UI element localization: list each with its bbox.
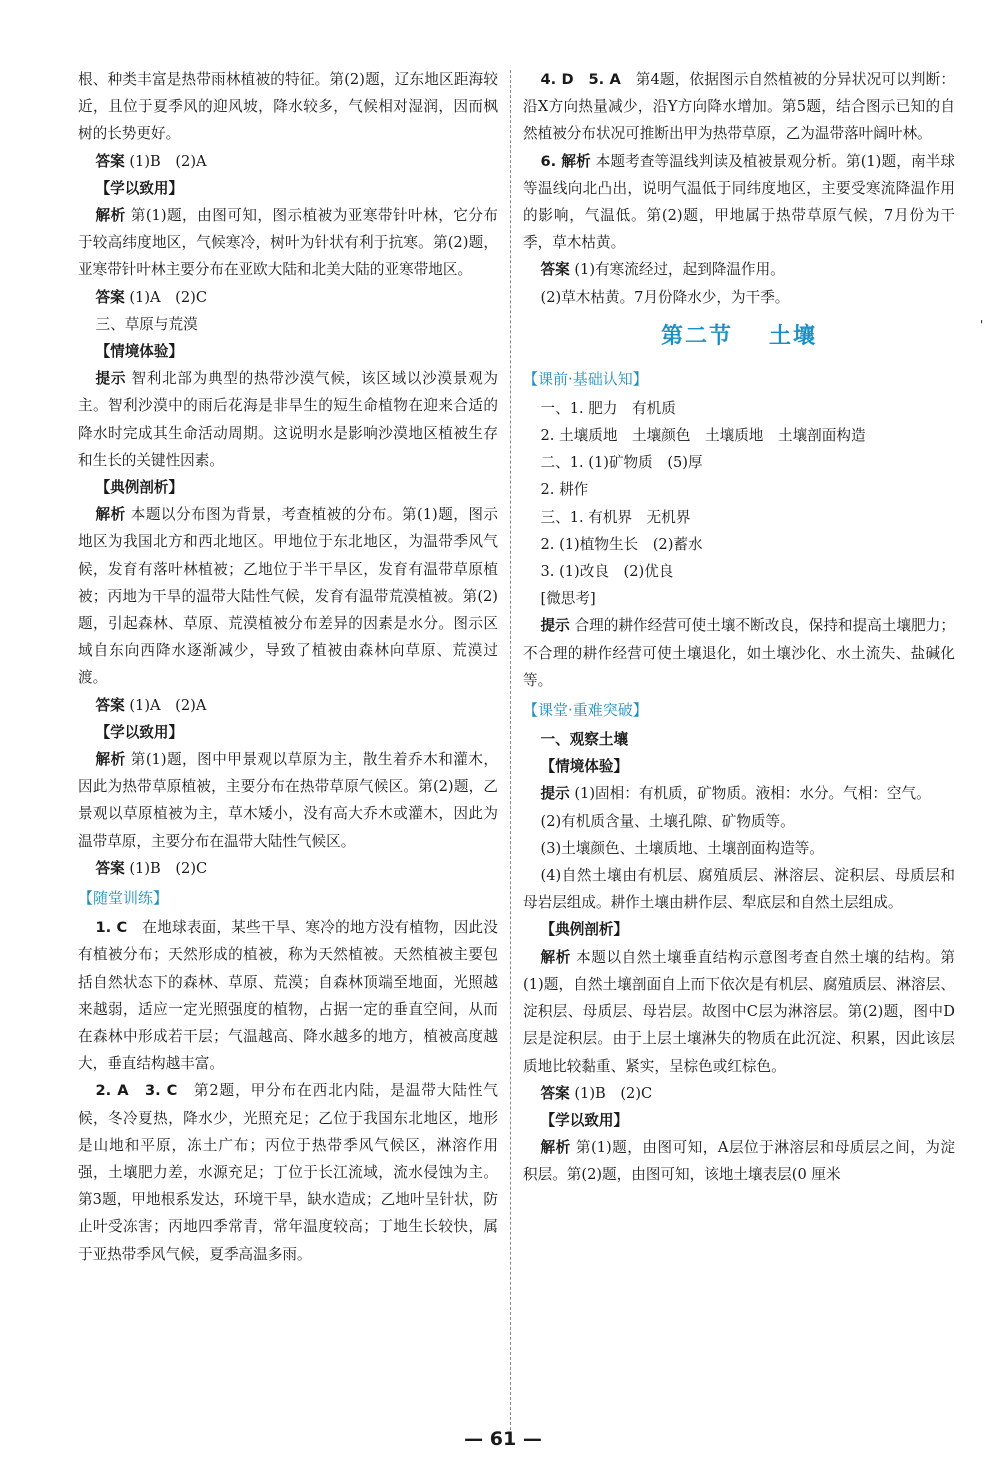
section-heading: 【情境体验】	[540, 758, 629, 776]
left-column	[78, 66, 498, 1268]
paragraph	[523, 148, 955, 257]
hint-text: (1)固相：有机质，矿物质。液相：水分。气相：空气。	[574, 785, 931, 803]
paragraph	[523, 1134, 955, 1188]
paragraph	[523, 612, 955, 694]
answer-text: (1)A (2)A	[129, 696, 207, 714]
explanation-text: 在地球表面，某些干旱、寒冷的地方没有植物，因此没有植被分布；天然形成的植被，称为天然植被。天然植被主要包括自然状态下的森林、草原、荒漠；自森林顶端至地面，光照越来越弱，适应一定光照强度的植物，占据一定的垂直空间，从而在森林中形成若干层；气温越高、降水越多的地方，植被高度越大，垂直结构越丰富。	[78, 919, 498, 1073]
answer-text: (1)B (2)A	[129, 152, 207, 170]
answer-line	[78, 855, 498, 882]
answer-text: (1)B (2)C	[574, 1084, 653, 1102]
analysis-text: 第(1)题，由图可知，图示植被为亚寒带针叶林，它分布于较高纬度地区，气候寒冷，树叶为针状有利于抗寒。第(2)题，亚寒带针叶林主要分布在亚欧大陆和北美大陆的亚寒带地区。	[78, 207, 498, 279]
chapter-name: 土壤	[769, 323, 818, 349]
paragraph	[78, 1077, 498, 1267]
paragraph	[78, 746, 498, 855]
answer-text: (1)有寒流经过，起到降温作用。	[574, 261, 785, 279]
subsection-title: 三、草原与荒漠	[95, 315, 198, 333]
answer-line	[78, 692, 498, 719]
analysis-label: 解析	[95, 207, 126, 225]
section-banner-preclass: 【课前·基础认知】	[523, 369, 648, 388]
analysis-text: 第(1)题，由图可知，A层位于淋溶层和母质层之间，为淀积层。第(2)题，由图可知，该地土壤表层(0 厘米	[523, 1139, 955, 1184]
list-item: 2. 耕作	[540, 481, 589, 499]
analysis-text: 本题以分布图为背景，考查植被的分布。第(1)题，图示地区为我国北方和西北地区。甲地位于东北地区，为温带季风气候，发育有落叶林植被；乙地位于半干旱区，发育有温带草原植被；丙地为干旱的温带大陆性气候，发育有温带荒漠植被。第(2)题，引起森林、草原、荒漠植被分布差异的因素是水分。图示区域自东向西降水逐渐减少，导致了植被由森林向草原、荒漠过渡。	[78, 506, 498, 687]
paragraph	[523, 66, 955, 148]
chapter-number: 第二节	[660, 323, 733, 349]
hint-label: 提示	[540, 785, 570, 803]
question-label: 4. D 5. A	[540, 71, 621, 88]
analysis-label: 解析	[95, 751, 126, 769]
analysis-text: 本题以自然土壤垂直结构示意图考查自然土壤的结构。第(1)题，自然土壤剖面自上而下依次是有机层、腐殖质层、淋溶层、淀积层、母质层、母岩层。故图中C层为淋溶层。第(2)题，图中D层是淀积层。由于上层土壤淋失的物质在此沉淀、积累，因此该层质地比较黏重、紧实，呈棕色或红棕色。	[523, 948, 955, 1075]
page-number: — 61 —	[464, 1428, 542, 1450]
answer-text: (1)A (2)C	[129, 288, 208, 306]
explanation-text: 第4题，依据图示自然植被的分异状况可以判断：沿X方向热量减少，沿Y方向降水增加。第5题，结合图示已知的自然植被分布状况可推断出甲为热带草原，乙为温带落叶阔叶林。	[523, 71, 955, 143]
question-label: 1. C	[95, 919, 128, 937]
list-item: (3)土壤颜色、土壤质地、土壤剖面构造等。	[540, 839, 824, 857]
list-item: 2. 土壤质地 土壤颜色 土壤质地 土壤剖面构造	[540, 427, 866, 445]
answer-label: 答案	[95, 696, 125, 714]
answer-label: 答案	[95, 859, 125, 877]
answer-text: (1)B (2)C	[129, 859, 208, 877]
analysis-label: 解析	[95, 506, 126, 524]
list-item: 二、1. (1)矿物质 (5)厚	[540, 454, 703, 472]
answer-label: 答案	[540, 261, 570, 279]
section-banner-inclass: 【课堂·重难突破】	[523, 701, 648, 720]
section-heading: 【学以致用】	[540, 1111, 629, 1129]
answer-line: (2)草木枯黄。7月份降水少，为干季。	[540, 288, 790, 306]
chapter-title	[523, 311, 955, 363]
subsection-title: 一、观察土壤	[540, 731, 629, 749]
section-heading: 【情境体验】	[95, 343, 184, 361]
section-heading: 【学以致用】	[95, 723, 184, 741]
right-column	[523, 66, 955, 1189]
answer-label: 答案	[540, 1084, 570, 1102]
list-item: (2)有机质含量、土壤孔隙、矿物质等。	[540, 812, 795, 830]
hint-text: 合理的耕作经营可使土壤不断改良，保持和提高土壤肥力；不合理的耕作经营可使土壤退化，如土壤沙化、水土流失、盐碱化等。	[523, 617, 955, 689]
question-label: 2. A 3. C	[95, 1082, 178, 1100]
paragraph: 根、种类丰富是热带雨林植被的特征。第(2)题，辽东地区距海较近，且位于夏季风的迎风坡，降水较多，气候相对湿润，因而枫树的长势更好。	[78, 71, 498, 143]
paragraph	[78, 202, 498, 284]
paragraph	[523, 780, 955, 807]
answer-line	[78, 284, 498, 311]
column-divider	[510, 70, 511, 1430]
list-item: (4)自然土壤由有机层、腐殖质层、淋溶层、淀积层、母质层和母岩层组成。耕作土壤由耕作层、犁底层和自然土层组成。	[523, 867, 955, 912]
analysis-text: 第(1)题，图中甲景观以草原为主，散生着乔木和灌木，因此为热带草原植被，主要分布在热带草原气候区。第(2)题，乙景观以草原植被为主，草木矮小，没有高大乔木或灌木，因此为温带草原，主要分布在温带大陆性气候区。	[78, 751, 498, 850]
hint-text: 智利北部为典型的热带沙漠气候，该区域以沙漠景观为主。智利沙漠中的雨后花海是非旱生的短生命植物在迎来合适的降水时完成其生命活动周期。这说明水是影响沙漠地区植被生存和生长的关键性因素。	[78, 370, 498, 469]
section-heading: 【学以致用】	[95, 179, 184, 197]
list-item: 3. (1)改良 (2)优良	[540, 563, 674, 581]
section-heading: 【典例剖析】	[540, 921, 629, 939]
hint-label: 提示	[95, 370, 127, 388]
list-item: 一、1. 肥力 有机质	[540, 399, 676, 417]
answer-label: 答案	[95, 288, 125, 306]
answer-line	[523, 1080, 955, 1107]
section-banner-practice: 【随堂训练】	[78, 889, 169, 908]
hint-label: 提示	[540, 617, 570, 635]
paragraph	[78, 501, 498, 691]
analysis-label: 解析	[540, 1139, 571, 1157]
explanation-text: 第2题，甲分布在西北内陆，是温带大陆性气候，冬冷夏热，降水少，光照充足；乙位于我国东北地区，地形是山地和平原，冻土广布；丙位于热带季风气候区，淋溶作用强，土壤肥力差，水源充足；丁位于长江流域，流水侵蚀为主。第3题，甲地根系发达，环境干旱，缺水造成；乙地叶呈针状，防止叶受冻害；丙地四季常青，常年温度较高；丁地生长较快，属于亚热带季风气候，夏季高温多雨。	[78, 1082, 498, 1263]
section-heading: 【典例剖析】	[95, 479, 184, 497]
answer-line	[523, 256, 955, 283]
analysis-label: 解析	[540, 948, 571, 966]
list-item: 三、1. 有机界 无机界	[540, 508, 691, 526]
paragraph	[78, 365, 498, 474]
paragraph	[78, 914, 498, 1077]
paragraph	[523, 944, 955, 1080]
mini-think-heading: [微思考]	[540, 590, 596, 608]
answer-label: 答案	[95, 152, 125, 170]
stray-mark: '	[980, 318, 984, 332]
list-item: 2. (1)植物生长 (2)蓄水	[540, 535, 703, 553]
question-label: 6. 解析	[540, 152, 591, 170]
answer-line	[78, 148, 498, 175]
analysis-text: 本题考查等温线判读及植被景观分析。第(1)题，南半球等温线向北凸出，说明气温低于同纬度地区，主要受寒流降温作用的影响，气温低。第(2)题，甲地属于热带草原气候，7月份为干季，草木枯黄。	[523, 152, 955, 252]
